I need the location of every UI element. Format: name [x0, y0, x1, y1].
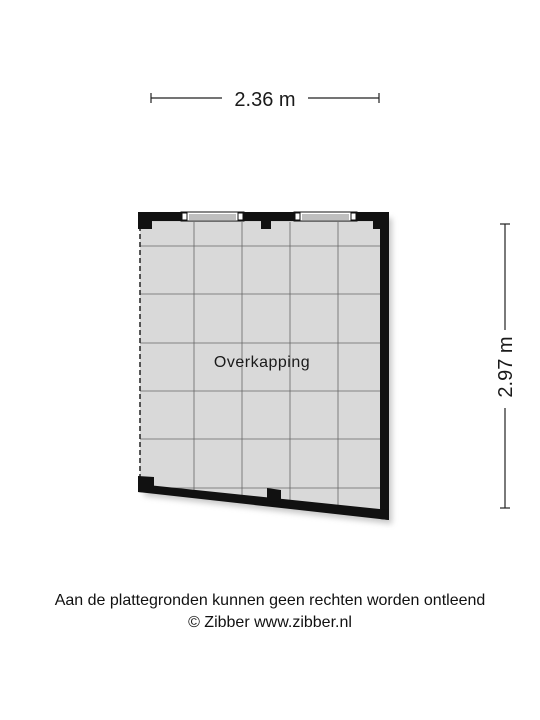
window-left: [181, 212, 244, 221]
window-right: [294, 212, 357, 221]
height-dimension: [495, 224, 517, 508]
right-wall: [380, 212, 389, 520]
room-label: Overkapping: [213, 354, 311, 371]
copyright-text: © Zibber www.zibber.nl: [188, 614, 352, 631]
width-dimension-label: 2.36 m: [234, 89, 296, 111]
height-dimension-label: 2.97 m: [495, 336, 517, 398]
disclaimer-text: Aan de plattegronden kunnen geen rechten worden ontleend: [54, 592, 486, 609]
column-bottom-middle: [267, 488, 281, 502]
column-top-left: [138, 212, 152, 229]
column-top-middle: [261, 218, 271, 229]
column-bottom-left: [138, 476, 154, 493]
column-top-right: [373, 212, 389, 229]
width-dimension: [151, 89, 379, 111]
